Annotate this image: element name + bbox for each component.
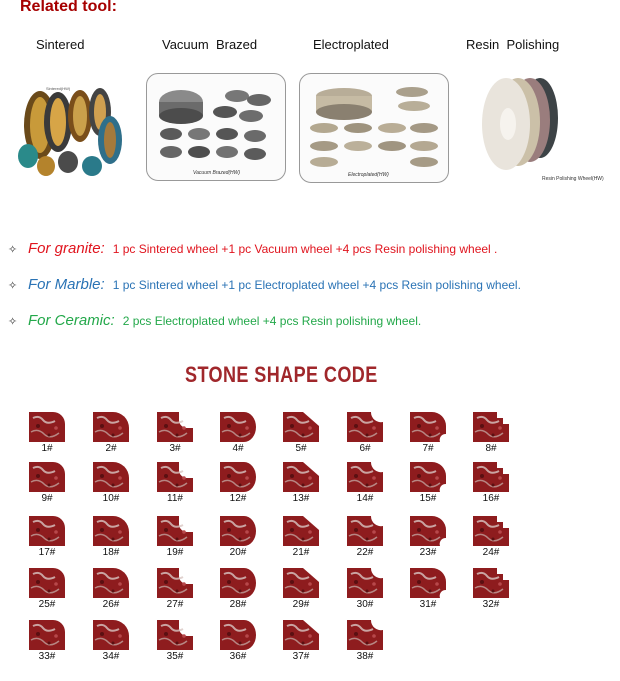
shape-7 <box>410 412 470 468</box>
shape-code-label: 4# <box>232 443 244 454</box>
granite-label: For granite: <box>28 240 105 257</box>
shape-code-label: 9# <box>41 493 53 504</box>
shape-25 <box>29 568 89 624</box>
shape-38 <box>347 620 407 676</box>
shape-37 <box>283 620 343 676</box>
shape-6 <box>347 412 407 468</box>
shape-35 <box>157 620 217 676</box>
shape-code-label: 28# <box>229 599 247 610</box>
shape-code-label: 21# <box>292 547 310 558</box>
granite-profile-icon <box>220 568 256 598</box>
granite-profile-icon <box>220 412 256 442</box>
shape-4 <box>220 412 280 468</box>
recommendation-ceramic <box>8 312 421 332</box>
shape-5 <box>283 412 343 468</box>
shape-code-label: 31# <box>419 599 437 610</box>
granite-profile-icon <box>29 412 65 442</box>
section-title: Related tool: <box>20 0 117 15</box>
shape-code-label: 33# <box>38 651 56 662</box>
shape-code-label: 34# <box>102 651 120 662</box>
shape-code-label: 36# <box>229 651 247 662</box>
granite-profile-icon <box>157 412 193 442</box>
shape-code-label: 24# <box>482 547 500 558</box>
shape-24 <box>473 516 533 572</box>
shape-29 <box>283 568 343 624</box>
shape-23 <box>410 516 470 572</box>
granite-profile-icon <box>410 462 446 492</box>
shape-16 <box>473 462 533 518</box>
granite-profile-icon <box>347 462 383 492</box>
tool-label-vacuum-brazed: Vacuum Brazed <box>162 37 258 52</box>
shape-code-label: 27# <box>166 599 184 610</box>
diamond-bullet-icon: ✧ <box>8 280 18 292</box>
shape-18 <box>93 516 153 572</box>
ceramic-text: 2 pcs Electroplated wheel +4 pcs Resin polishing wheel. <box>122 314 422 328</box>
tool-label-resin-polishing: Resin Polishing <box>466 37 560 52</box>
shape-1 <box>29 412 89 468</box>
vacuum-caption: Vacuum Brazed(HW) <box>193 170 241 176</box>
marble-label: For Marble: <box>28 276 105 293</box>
shape-code-label: 7# <box>422 443 434 454</box>
shape-code-label: 5# <box>295 443 307 454</box>
electroplated-image <box>299 73 449 183</box>
diamond-bullet-icon: ✧ <box>8 244 18 256</box>
shape-code-label: 3# <box>169 443 181 454</box>
shape-9 <box>29 462 89 518</box>
granite-profile-icon <box>283 516 319 546</box>
diamond-bullet-icon: ✧ <box>8 316 18 328</box>
shape-code-label: 15# <box>419 493 437 504</box>
shape-code-label: 38# <box>356 651 374 662</box>
granite-profile-icon <box>93 412 129 442</box>
shape-code-label: 8# <box>485 443 497 454</box>
granite-profile-icon <box>157 516 193 546</box>
granite-profile-icon <box>347 412 383 442</box>
shape-26 <box>93 568 153 624</box>
shape-code-label: 32# <box>482 599 500 610</box>
granite-profile-icon <box>93 568 129 598</box>
granite-profile-icon <box>283 462 319 492</box>
stone-shape-code-title: STONE SHAPE CODE <box>185 362 378 387</box>
shape-2 <box>93 412 153 468</box>
tool-label-electroplated: Electroplated <box>313 37 389 52</box>
granite-profile-icon <box>283 568 319 598</box>
granite-profile-icon <box>220 516 256 546</box>
shape-code-label: 13# <box>292 493 310 504</box>
sintered-wheels-image <box>10 70 126 178</box>
shape-19 <box>157 516 217 572</box>
granite-profile-icon <box>220 620 256 650</box>
shape-21 <box>283 516 343 572</box>
shape-code-label: 14# <box>356 493 374 504</box>
vacuum-brazed-image <box>146 73 286 181</box>
shape-32 <box>473 568 533 624</box>
granite-profile-icon <box>93 620 129 650</box>
granite-profile-icon <box>473 516 509 546</box>
granite-profile-icon <box>347 516 383 546</box>
shape-code-label: 22# <box>356 547 374 558</box>
shape-code-label: 25# <box>38 599 56 610</box>
granite-profile-icon <box>347 620 383 650</box>
shape-code-label: 18# <box>102 547 120 558</box>
shape-34 <box>93 620 153 676</box>
granite-profile-icon <box>347 568 383 598</box>
shape-3 <box>157 412 217 468</box>
shape-12 <box>220 462 280 518</box>
shape-10 <box>93 462 153 518</box>
recommendation-granite <box>8 240 497 260</box>
shape-code-label: 35# <box>166 651 184 662</box>
shape-14 <box>347 462 407 518</box>
shape-code-label: 16# <box>482 493 500 504</box>
shape-33 <box>29 620 89 676</box>
granite-profile-icon <box>473 412 509 442</box>
granite-profile-icon <box>410 412 446 442</box>
tool-label-sintered: Sintered <box>36 37 85 52</box>
granite-profile-icon <box>157 620 193 650</box>
granite-profile-icon <box>93 462 129 492</box>
marble-text: 1 pc Sintered wheel +1 pc Electroplated wheel +4 pcs Resin polishing wheel. <box>112 278 521 292</box>
granite-profile-icon <box>410 568 446 598</box>
granite-profile-icon <box>93 516 129 546</box>
shape-15 <box>410 462 470 518</box>
resin-polishing-image <box>466 70 606 190</box>
shape-code-label: 12# <box>229 493 247 504</box>
shape-11 <box>157 462 217 518</box>
granite-profile-icon <box>473 568 509 598</box>
recommendation-marble <box>8 276 521 296</box>
shape-22 <box>347 516 407 572</box>
granite-profile-icon <box>29 620 65 650</box>
shape-code-label: 10# <box>102 493 120 504</box>
granite-profile-icon <box>473 462 509 492</box>
shape-code-label: 6# <box>359 443 371 454</box>
shape-31 <box>410 568 470 624</box>
granite-profile-icon <box>220 462 256 492</box>
shape-code-label: 17# <box>38 547 56 558</box>
shape-code-label: 1# <box>41 443 53 454</box>
granite-profile-icon <box>283 620 319 650</box>
granite-profile-icon <box>29 568 65 598</box>
resin-caption: Resin Polishing Wheel(HW) <box>542 176 604 182</box>
sintered-caption: Sintered(HW) <box>46 86 71 91</box>
shape-27 <box>157 568 217 624</box>
granite-text: 1 pc Sintered wheel +1 pc Vacuum wheel +4 pcs Resin polishing wheel . <box>112 242 498 256</box>
shape-code-label: 2# <box>105 443 117 454</box>
shape-code-label: 29# <box>292 599 310 610</box>
shape-code-label: 11# <box>167 493 183 504</box>
shape-20 <box>220 516 280 572</box>
shape-13 <box>283 462 343 518</box>
shape-code-label: 30# <box>356 599 374 610</box>
ceramic-label: For Ceramic: <box>28 312 115 329</box>
granite-profile-icon <box>29 516 65 546</box>
shape-code-label: 37# <box>292 651 310 662</box>
granite-profile-icon <box>157 568 193 598</box>
granite-profile-icon <box>157 462 193 492</box>
shape-8 <box>473 412 533 468</box>
shape-code-label: 26# <box>102 599 120 610</box>
granite-profile-icon <box>410 516 446 546</box>
shape-28 <box>220 568 280 624</box>
electroplated-caption: Electroplated(HW) <box>348 172 389 178</box>
shape-36 <box>220 620 280 676</box>
shape-30 <box>347 568 407 624</box>
granite-profile-icon <box>29 462 65 492</box>
shape-code-label: 20# <box>229 547 247 558</box>
shape-code-label: 23# <box>419 547 437 558</box>
shape-17 <box>29 516 89 572</box>
granite-profile-icon <box>283 412 319 442</box>
shape-code-label: 19# <box>166 547 184 558</box>
